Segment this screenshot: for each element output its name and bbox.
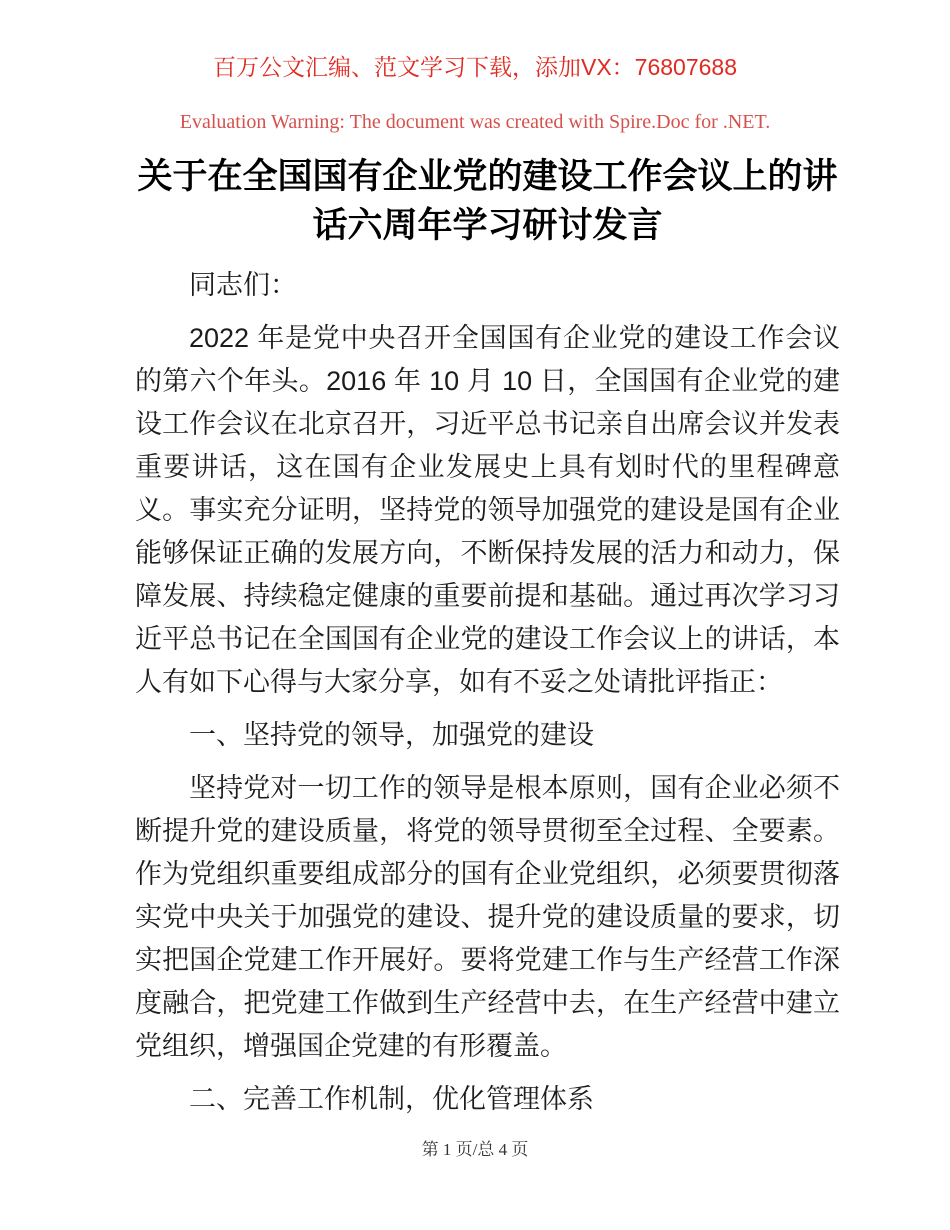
section-heading-2: 二、完善工作机制，优化管理体系	[189, 1084, 594, 1114]
salutation-paragraph: 同志们：	[189, 270, 297, 300]
page-footer	[0, 1140, 950, 1160]
body-paragraph-1: 2022 年是党中央召开全国国有企业党的建设工作会议的第六个年头。2016 年 10 月 10 日，全国国有企业党的建设工作会议在北京召开，习近平总书记亲自出席会议并发表重要讲话，这在国有企业发展史上具有划时代的里程碑意义。事实充分证明，坚持党的领导加强党的建设是国有企业能够保证正确的发展方向，不断保持发展的活力和动力，保障发展、持续稳定健康的重要前提和基础。通过再次学习习近平总书记在全国国有企业党的建设工作会议上的讲话，本人有如下心得与大家分享，如有不妥之处请批评指正：	[135, 323, 840, 697]
document-title: 关于在全国国有企业党的建设工作会议上的讲话六周年学习研讨发言	[137, 157, 838, 245]
section-heading-1: 一、坚持党的领导，加强党的建设	[189, 720, 594, 750]
evaluation-warning: Evaluation Warning: The document was created with Spire.Doc for .NET.	[179, 111, 771, 133]
page-number-label: 第 1 页/总 4 页	[421, 1140, 529, 1159]
body-paragraph-2: 坚持党对一切工作的领导是根本原则，国有企业必须不断提升党的建设质量，将党的领导贯彻至全过程、全要素。作为党组织重要组成部分的国有企业党组织，必须要贯彻落实党中央关于加强党的建设、提升党的建设质量的要求，切实把国企党建工作开展好。要将党建工作与生产经营工作深度融合，把党建工作做到生产经营中去，在生产经营中建立党组织，增强国企党建的有形覆盖。	[135, 773, 840, 1061]
promo-banner: 百万公文汇编、范文学习下载，添加VX：76807688	[212, 54, 737, 80]
document-body	[135, 152, 840, 1121]
